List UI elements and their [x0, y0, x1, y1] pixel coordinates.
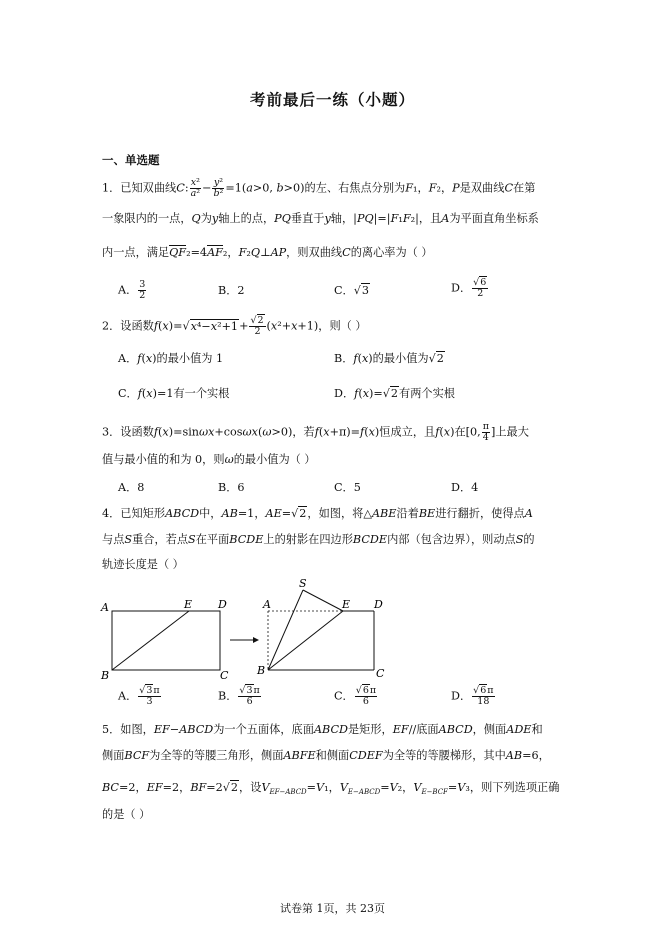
q2-stem: 2．设函数f(x)=√x⁴−x²+1+ $\frac{√2}{2}$ (x²+x+1)，则（ ）: [102, 315, 367, 337]
q2-option-c[interactable]: C．f(x)=1有一个实根: [118, 387, 230, 400]
q4-option-b[interactable]: B． $\frac{√3\pi}{6}$: [218, 685, 260, 707]
page-footer: 试卷第 1页，共 23页: [280, 902, 385, 915]
svg-text:B: B: [257, 664, 266, 677]
q4-option-a[interactable]: A． $\frac{√3\pi}{3}$: [118, 685, 160, 707]
section-heading: 一、单选题: [102, 153, 160, 167]
svg-text:A: A: [263, 598, 271, 611]
svg-text:E: E: [184, 598, 193, 611]
q1-option-b[interactable]: B．2: [218, 284, 245, 297]
q5-line-1: 5．如图，EF−ABCD为一个五面体，底面ABCD是矩形，EF//底面ABCD，侧面ADE和: [102, 723, 543, 736]
svg-text:C: C: [376, 667, 385, 680]
q1-option-c[interactable]: C．√3: [334, 284, 370, 297]
q2-option-a[interactable]: A．f(x)的最小值为 1: [118, 352, 224, 365]
q4-line-3: 轨迹长度是（ ）: [102, 558, 184, 571]
q1-line-1: 1．已知双曲线C: $\frac{\text{x²}}{\text{a²}}$ − $\frac{\text{y²}}{\text{b²}}$ =1(a>0, b>0)的左、右焦点分别为F₁，F₂，P是双曲线C在第: [102, 177, 536, 199]
svg-text:D: D: [218, 598, 227, 611]
q4-line-1: 4．已知矩形ABCD中，AB=1，AE=√2，如图，将△ABE沿着BE进行翻折，使得点A: [102, 507, 533, 520]
q4-option-c[interactable]: C． $\frac{√6\pi}{6}$: [334, 685, 377, 707]
q1-option-a[interactable]: A． $\frac{3}{2}$: [118, 279, 146, 301]
q3-option-c[interactable]: C．5: [334, 481, 361, 494]
svg-text:E: E: [342, 598, 351, 611]
q4-figure: [98, 575, 398, 680]
q3-option-d[interactable]: D．4: [451, 481, 479, 494]
svg-text:D: D: [374, 598, 383, 611]
q1-option-d[interactable]: D． $\frac{√6}{2}$: [451, 277, 487, 299]
q1-line-2: 一象限内的一点，Q为y轴上的点，PQ垂直于y轴，|PQ|=|F₁F₂|，且A为平面直角坐标系: [102, 212, 539, 225]
q3-option-a[interactable]: A．8: [118, 481, 145, 494]
q2-option-d[interactable]: D．f(x)=√2有两个实根: [334, 387, 455, 400]
q4-option-d[interactable]: D． $\frac{√6\pi}{18}$: [451, 685, 494, 707]
q5-line-4: 的是（ ）: [102, 808, 151, 821]
q1-line-3: 内一点，满足QF₂=4AF₂，F₂Q⊥AP，则双曲线C的离心率为（ ）: [102, 246, 433, 259]
svg-text:B: B: [101, 669, 110, 680]
svg-text:A: A: [101, 601, 109, 614]
q3-line-2: 值与最小值的和为 0，则ω的最小值为（ ）: [102, 453, 316, 466]
q2-option-b[interactable]: B．f(x)的最小值为√2: [334, 352, 444, 365]
q4-line-2: 与点S重合，若点S在平面BCDE上的射影在四边形BCDE内部（包含边界），则动点S的: [102, 533, 535, 546]
svg-text:C: C: [220, 669, 229, 680]
q3-line-1: 3．设函数f(x)=sinωx+cosωx(ω>0)，若f(x+π)=f(x)恒成立，且f(x)在[0, $\frac{\pi}{4}$ ]上最大: [102, 421, 529, 443]
q5-line-3: BC=2，EF=2，BF=2√2，设$V_{EF-ABCD}=V_1$，$V_{E-ABCD}=V_2$，$V_{E-BCF}=V_3$，则下列选项正确: [102, 781, 560, 797]
q3-option-b[interactable]: B．6: [218, 481, 245, 494]
svg-text:S: S: [299, 577, 307, 590]
q5-line-2: 侧面BCF为全等的等腰三角形，侧面ABFE和侧面CDEF为全等的等腰梯形，其中AB=6，: [102, 749, 550, 762]
page-title: 考前最后一练（小题）: [249, 90, 415, 109]
